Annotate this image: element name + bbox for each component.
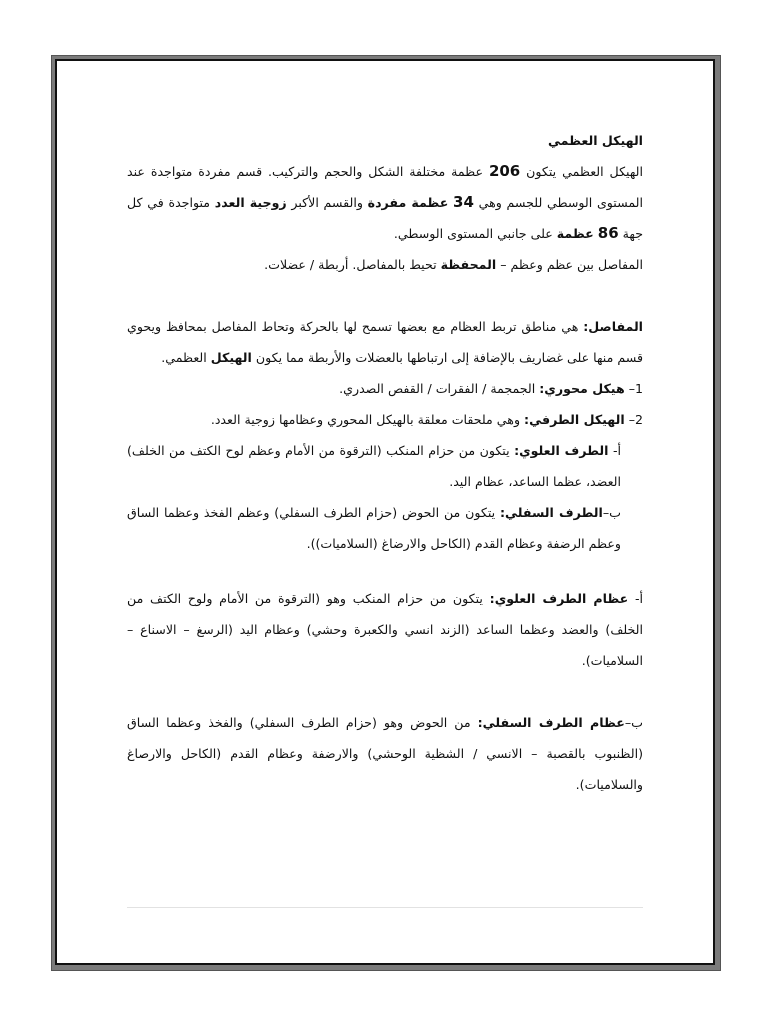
page-frame [51, 55, 721, 971]
intro-paragraph: الهيكل العظمي يتكون 206 عظمة مختلفة الشكل والحجم والتركيب. قسم مفردة متواجدة عند المستوى الوسطي للجسم وهي 34 عظمة مفردة والقسم الأكبر زوجية العدد متواجدة في كل جهة 86 عظمة على جانبي المستوى الوسطي. [127, 162, 643, 242]
footer-divider [127, 907, 643, 908]
axial-skeleton-item: 1– هيكل محوري: الجمجمة / الفقرات / القفص الصدري. [339, 381, 643, 396]
joints-paragraph: المفاصل: هي مناطق تربط العظام مع بعضها تسمح لها بالحركة وتحاط المفاصل بمحافظ ويحوي قسم منها على غضاريف بالإضافة إلى ارتباطها بالعضلات والأربطة مما يكون الهيكل العظمي. [127, 319, 643, 365]
joints-capsule-line: المفاصل بين عظم وعظم – المحفظة تحيط بالمفاصل. أربطة / عضلات. [264, 257, 643, 272]
lower-limb-bones-item: ب–عظام الطرف السفلي: من الحوض وهو (حزام الطرف السفلي) والفخذ وعظما الساق (الظنبوب بالقصبة – الانسي / الشظية الوحشي) والارضفة وعظام القدم (الكاحل والارصاغ والسلاميات). [127, 715, 644, 792]
spacer [127, 676, 643, 707]
document-title: الهيكل العظمي [547, 133, 643, 148]
document-body [127, 125, 643, 800]
spacer [127, 559, 643, 583]
appendicular-skeleton-item: 2– الهيكل الطرفي: وهي ملحقات معلقة بالهيكل المحوري وعظامها زوجية العدد. [210, 412, 643, 427]
upper-limb-bones-item: أ- عظام الطرف العلوي: يتكون من حزام المنكب وهو (الترقوة من الأمام ولوح الكتف من الخلف) والعضد وعظما الساعد (الزند انسي والكعبرة وحشي) وعظام اليد (الرسغ – الاسناع – السلاميات). [127, 591, 643, 668]
page-frame-inner [55, 59, 715, 965]
spacer [127, 280, 643, 311]
lower-limb-item: ب–الطرف السفلي: يتكون من الحوض (حزام الطرف السفلي) وعظم الفخذ وعظما الساق وعظم الرضفة وعظام القدم (الكاحل والارضاغ (السلاميات)). [127, 505, 621, 551]
upper-limb-item: أ- الطرف العلوي: يتكون من حزام المنكب (الترقوة من الأمام وعظم لوح الكتف من الخلف) العضد، عظما الساعد، عظام اليد. [127, 443, 621, 489]
